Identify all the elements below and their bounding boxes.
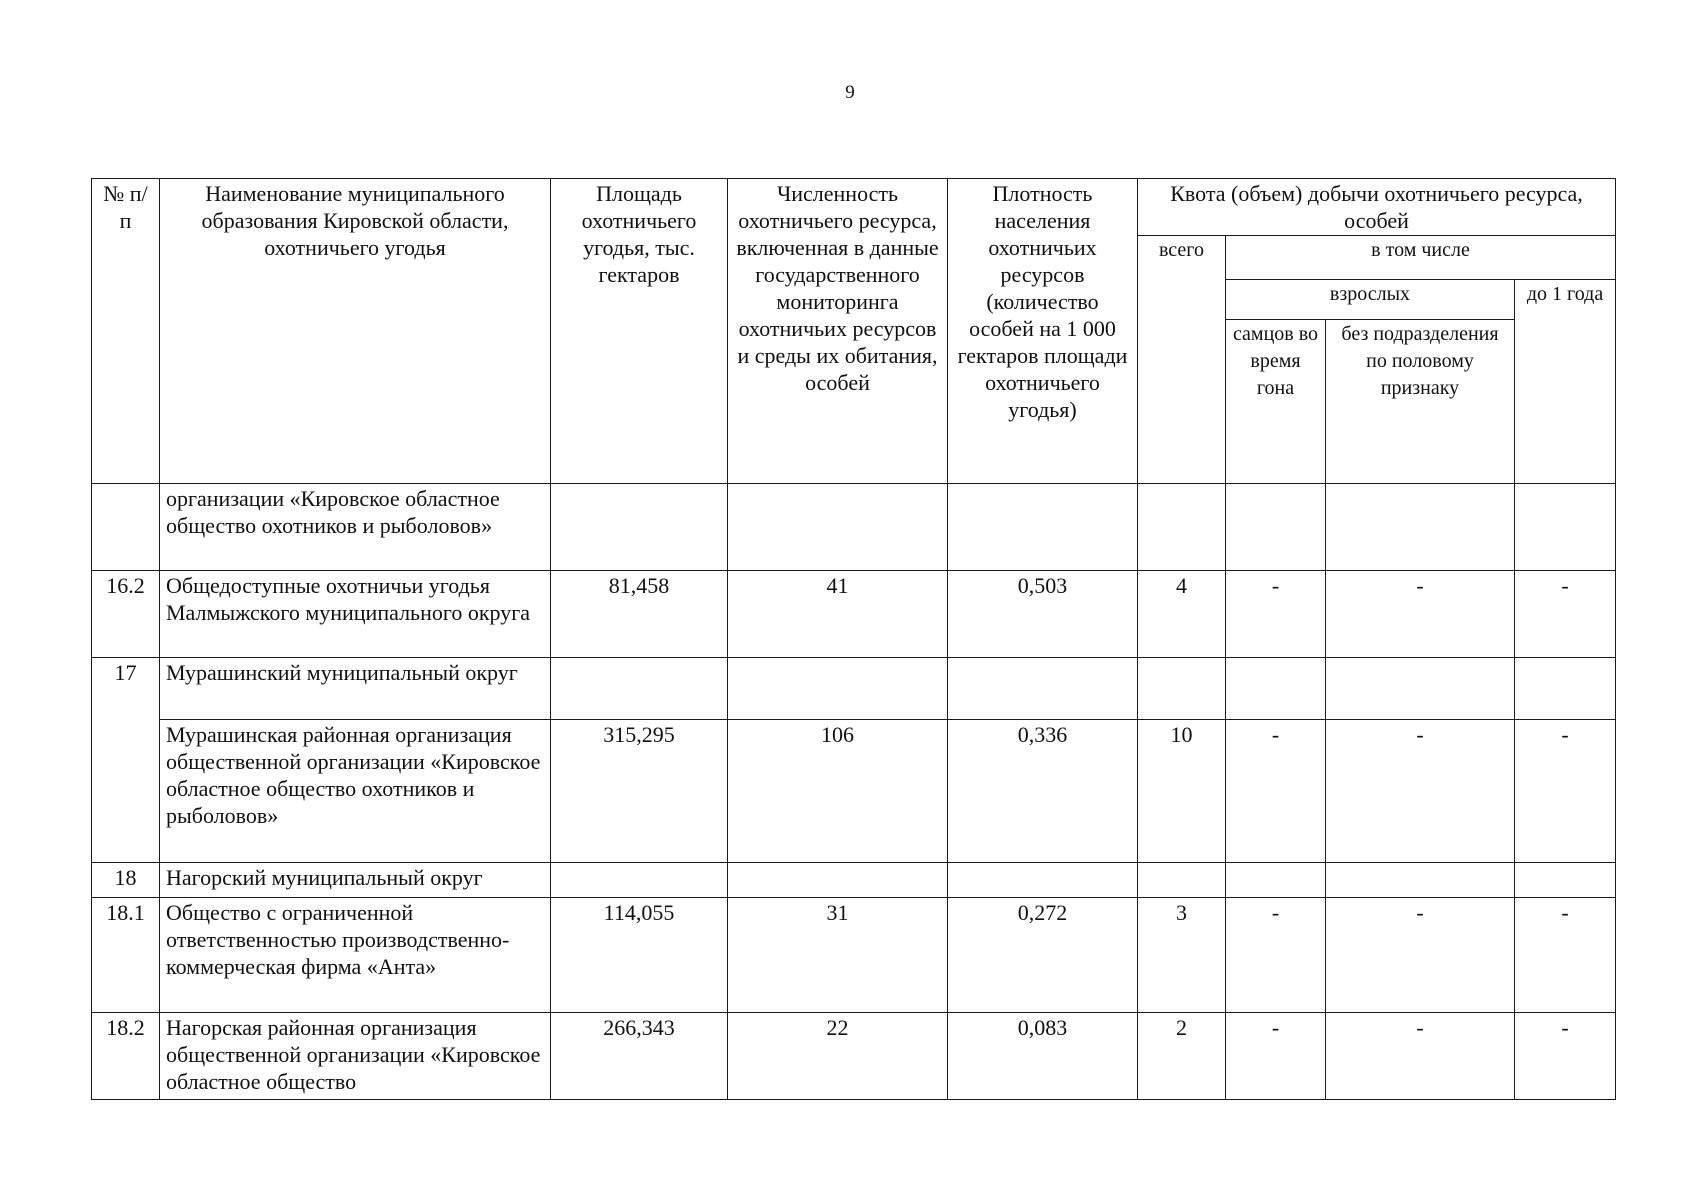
header-including: в том числе [1226, 236, 1616, 280]
header-under1: до 1 года [1515, 280, 1616, 484]
cell-name: Нагорская районная организация общественной организации «Кировское областное общество [160, 1013, 551, 1100]
header-nosex: без подразделения по половому признаку [1326, 320, 1515, 484]
cell-total [1138, 863, 1226, 898]
cell-name: Мурашинский муниципальный округ [160, 658, 551, 720]
cell-no: 16.2 [92, 571, 160, 658]
quota-table [91, 178, 1616, 1100]
table-header [92, 179, 1616, 484]
cell-under1: - [1515, 720, 1616, 863]
cell-area: 114,055 [551, 898, 728, 1013]
cell-under1: - [1515, 571, 1616, 658]
cell-name: Общество с ограниченной ответственностью производственно-коммерческая фирма «Анта» [160, 898, 551, 1013]
cell-count [728, 658, 948, 720]
cell-under1 [1515, 863, 1616, 898]
cell-no [92, 484, 160, 571]
cell-count: 41 [728, 571, 948, 658]
cell-under1: - [1515, 898, 1616, 1013]
cell-under1: - [1515, 1013, 1616, 1100]
cell-nosex: - [1326, 898, 1515, 1013]
header-name: Наименование муниципального образования Кировской области, охотничьего угодья [160, 179, 551, 484]
cell-males: - [1226, 1013, 1326, 1100]
cell-name: Общедоступные охотничьи угодья Малмыжского муниципального округа [160, 571, 551, 658]
page-number: 9 [845, 82, 855, 103]
cell-density [948, 658, 1138, 720]
header-adults: взрослых [1226, 280, 1515, 320]
table-row [92, 863, 1616, 898]
header-count: Численность охотничьего ресурса, включенная в данные государственного мониторинга охотничьих ресурсов и среды их обитания, особей [728, 179, 948, 484]
cell-area [551, 863, 728, 898]
cell-males: - [1226, 720, 1326, 863]
cell-total [1138, 658, 1226, 720]
table-row [92, 1013, 1616, 1100]
cell-nosex: - [1326, 571, 1515, 658]
cell-name: Нагорский муниципальный округ [160, 863, 551, 898]
cell-area: 266,343 [551, 1013, 728, 1100]
header-no: № п/п [92, 179, 160, 484]
cell-nosex [1326, 484, 1515, 571]
table-row [92, 484, 1616, 571]
cell-count: 106 [728, 720, 948, 863]
cell-name: организации «Кировское областное общество охотников и рыболовов» [160, 484, 551, 571]
header-total: всего [1138, 236, 1226, 484]
cell-no: 18.1 [92, 898, 160, 1013]
cell-area [551, 484, 728, 571]
header-males: самцов во время гона [1226, 320, 1326, 484]
cell-total: 2 [1138, 1013, 1226, 1100]
cell-males [1226, 863, 1326, 898]
cell-under1 [1515, 658, 1616, 720]
cell-males [1226, 484, 1326, 571]
cell-density [948, 863, 1138, 898]
cell-males: - [1226, 898, 1326, 1013]
cell-count [728, 484, 948, 571]
header-density: Плотность населения охотничьих ресурсов (количество особей на 1 000 гектаров площади охотничьего угодья) [948, 179, 1138, 484]
cell-density [948, 484, 1138, 571]
cell-name: Мурашинская районная организация общественной организации «Кировское областное общество охотников и рыболовов» [160, 720, 551, 863]
cell-total: 10 [1138, 720, 1226, 863]
cell-total: 3 [1138, 898, 1226, 1013]
cell-area [551, 658, 728, 720]
cell-total: 4 [1138, 571, 1226, 658]
cell-count: 31 [728, 898, 948, 1013]
cell-no: 18.2 [92, 1013, 160, 1100]
cell-area: 81,458 [551, 571, 728, 658]
table-row [92, 658, 1616, 720]
cell-total [1138, 484, 1226, 571]
cell-density: 0,272 [948, 898, 1138, 1013]
cell-nosex [1326, 863, 1515, 898]
cell-under1 [1515, 484, 1616, 571]
table-row [92, 571, 1616, 658]
cell-area: 315,295 [551, 720, 728, 863]
cell-males [1226, 658, 1326, 720]
cell-density: 0,336 [948, 720, 1138, 863]
table-row [92, 720, 1616, 863]
cell-males: - [1226, 571, 1326, 658]
cell-no: 17 [92, 658, 160, 863]
cell-density: 0,503 [948, 571, 1138, 658]
header-area: Площадь охотничьего угодья, тыс. гектаров [551, 179, 728, 484]
header-quota: Квота (объем) добычи охотничьего ресурса, особей [1138, 179, 1616, 236]
cell-no: 18 [92, 863, 160, 898]
table-row [92, 898, 1616, 1013]
table-body [92, 484, 1616, 1100]
cell-density: 0,083 [948, 1013, 1138, 1100]
cell-nosex [1326, 658, 1515, 720]
cell-nosex: - [1326, 720, 1515, 863]
cell-count: 22 [728, 1013, 948, 1100]
cell-nosex: - [1326, 1013, 1515, 1100]
cell-count [728, 863, 948, 898]
